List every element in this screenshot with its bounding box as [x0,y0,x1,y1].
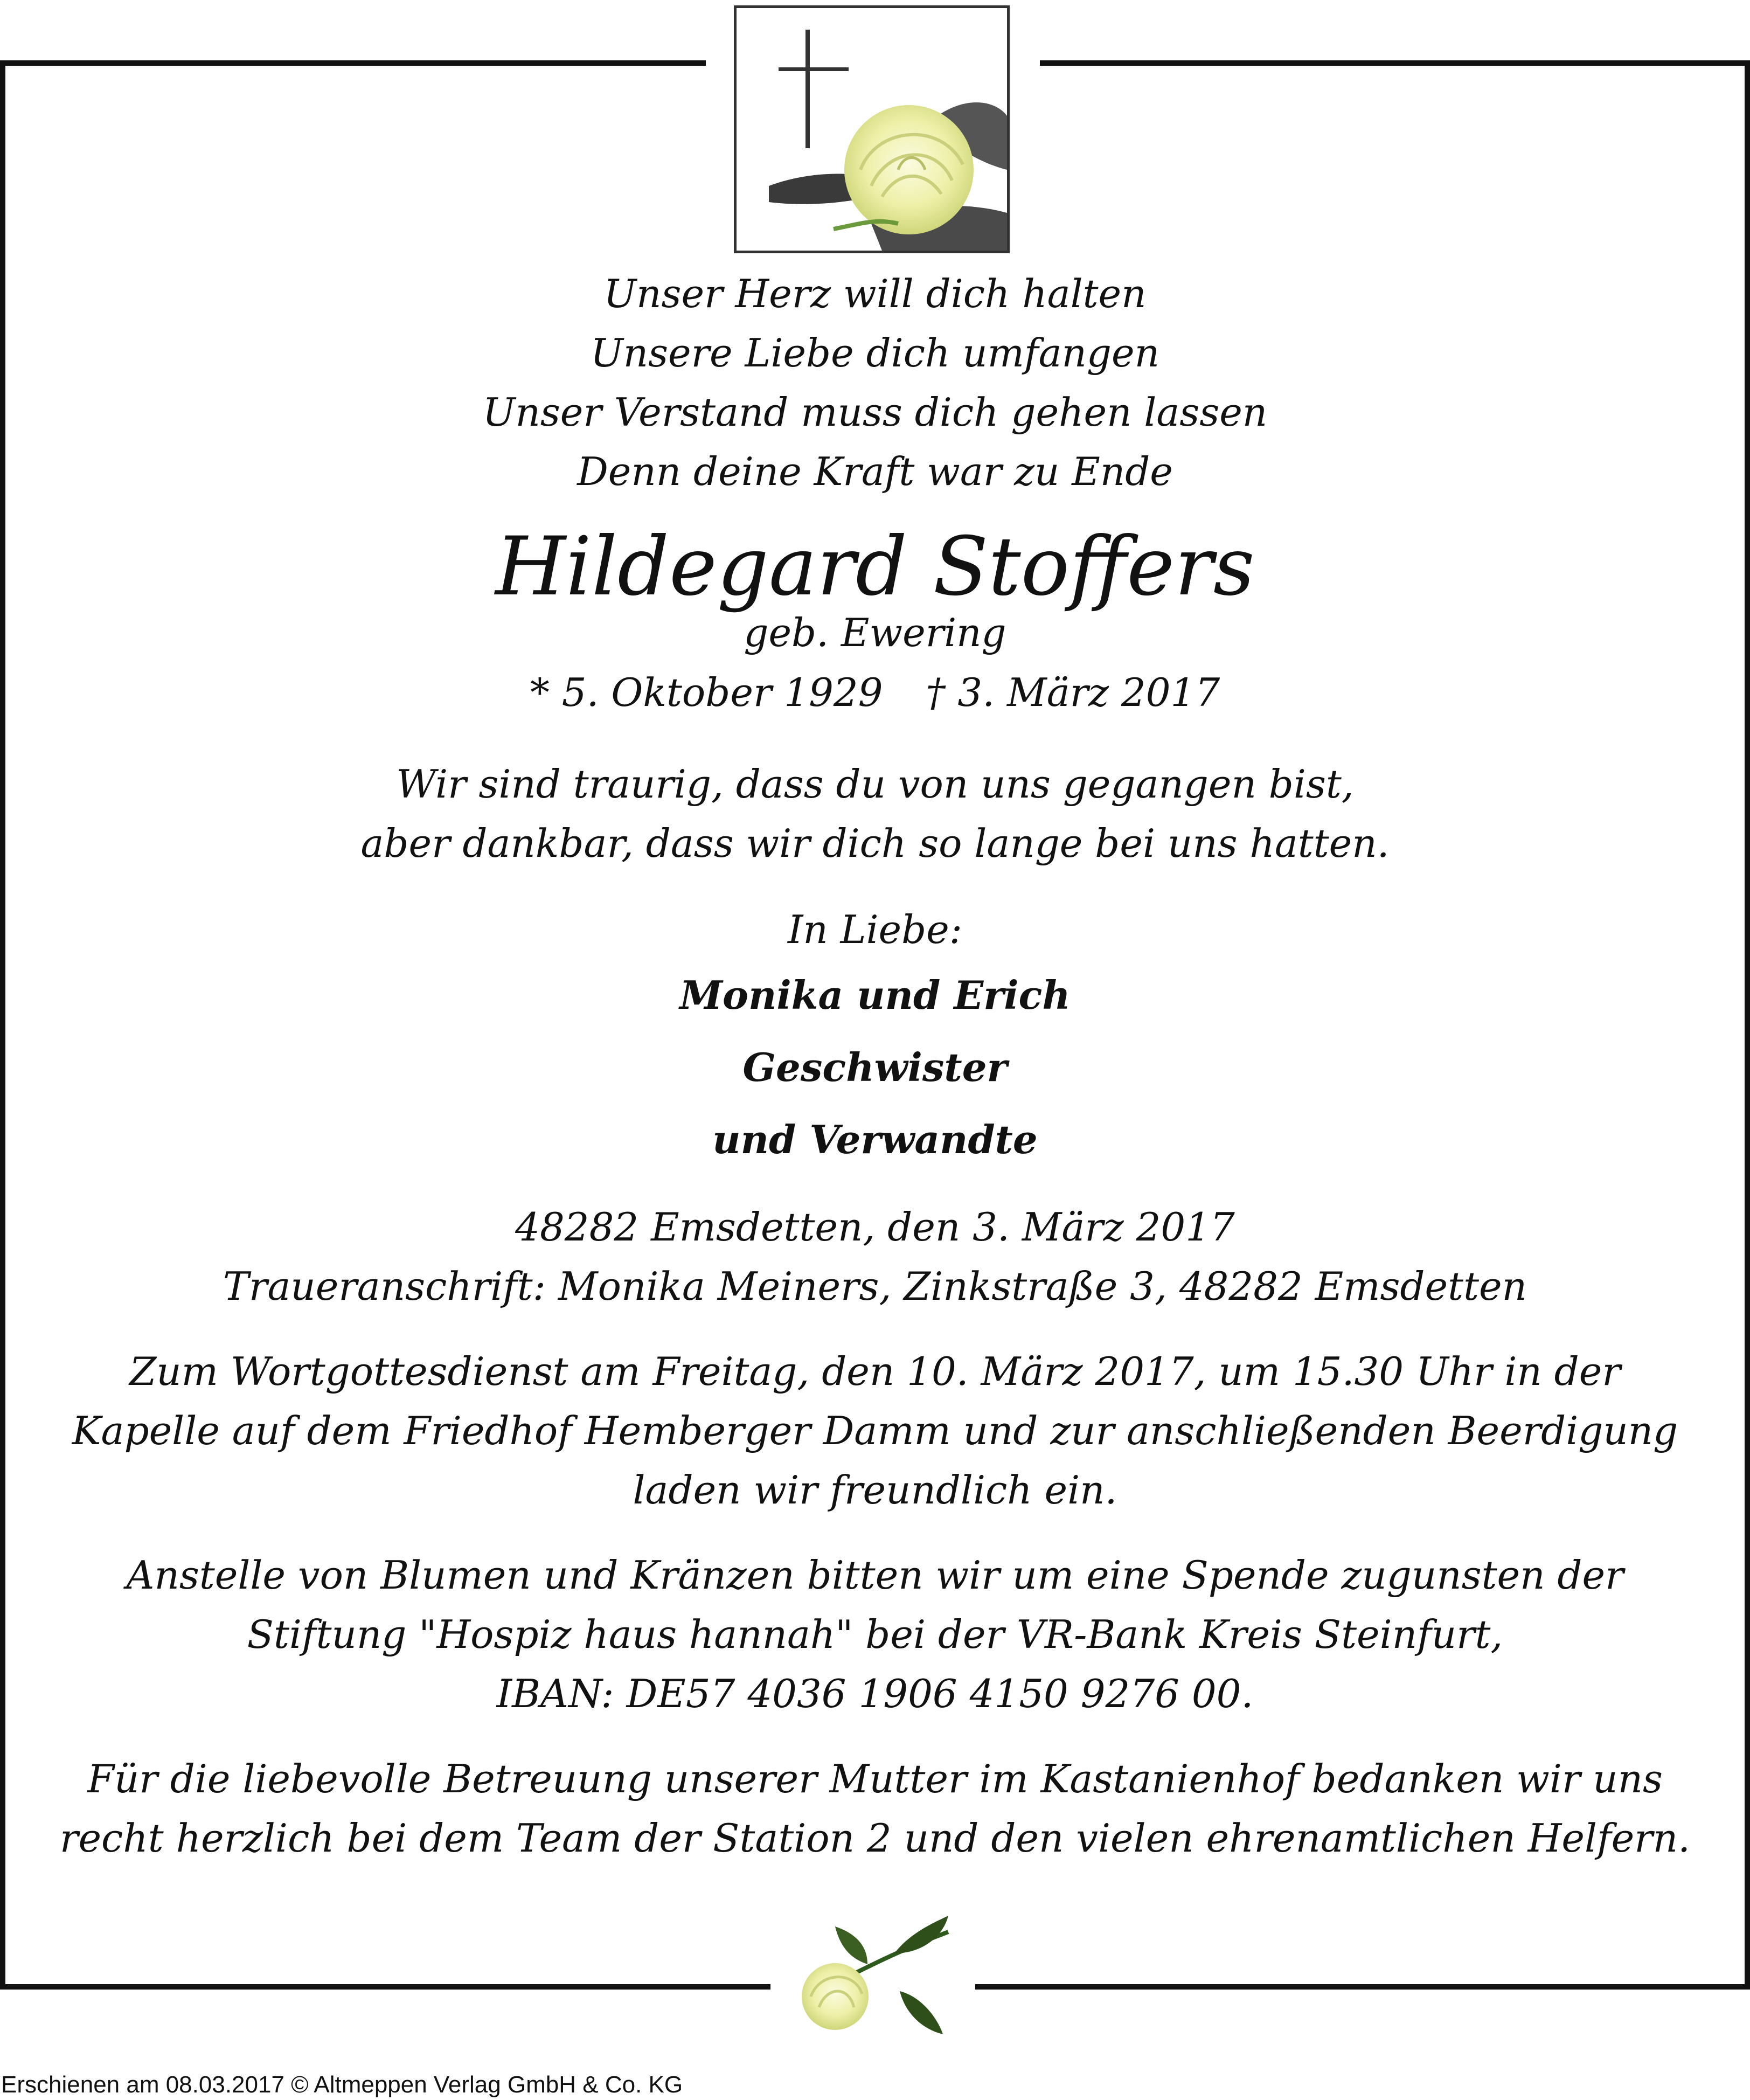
address-line: Traueranschrift: Monika Meiners, Zinkstraße 3, 48282 Emsdetten [223,1264,1527,1309]
poem-line: Unser Verstand muss dich gehen lassen [482,390,1268,435]
quote [32,754,1718,873]
publication-credit: Erschienen am 08.03.2017 © Altmeppen Verlag GmbH & Co. KG [1,2071,683,2098]
poem [32,264,1718,501]
frame-top-right-line [1040,60,1750,66]
maiden-name: geb. Ewering [744,610,1006,655]
donation-block [32,1545,1718,1723]
address-block [32,1197,1718,1316]
mourner-name: Geschwister [742,1044,1008,1090]
mourner-name: Monika und Erich [679,972,1071,1018]
cross-with-rose-icon [734,5,1010,253]
thanks-line: recht herzlich bei dem Team der Station 2 und den vielen ehrenamtlichen Helfern. [60,1815,1690,1861]
quote-line: Wir sind traurig, dass du von uns gegangen bist, [396,761,1354,807]
thanks-block [32,1749,1718,1868]
service-line: Kapelle auf dem Friedhof Hemberger Damm und zur anschließenden Beerdigung [72,1408,1678,1453]
rose-icon [787,1910,970,2040]
frame-top-left-line [0,60,706,66]
address-line: 48282 Emsdetten, den 3. März 2017 [515,1204,1235,1250]
obituary-content [32,264,1718,1868]
poem-line: Denn deine Kraft war zu Ende [577,449,1173,494]
poem-line: Unsere Liebe dich umfangen [591,330,1159,376]
quote-line: aber dankbar, dass wir dich so lange bei uns hatten. [360,821,1390,866]
mourners-list [32,959,1718,1176]
deceased-name: Hildegard Stoffers [495,520,1255,614]
donation-line: Stiftung "Hospiz haus hannah" bei der VR-Bank Kreis Steinfurt, [247,1612,1503,1657]
poem-line: Unser Herz will dich halten [603,271,1147,316]
life-dates [32,663,1718,722]
death-date: † 3. März 2017 [926,670,1220,715]
frame-bottom-left-line [0,1984,770,1990]
frame-left-line [0,60,5,1990]
service-line: Zum Wortgottesdienst am Freitag, den 10. März 2017, um 15.30 Uhr in der [129,1349,1621,1394]
donation-line: Anstelle von Blumen und Kränzen bitten wir um eine Spende zugunsten der [126,1553,1624,1598]
mourner-name: und Verwandte [712,1117,1038,1162]
birth-date: * 5. Oktober 1929 [530,670,883,715]
thanks-line: Für die liebevolle Betreuung unserer Mutter im Kastanienhof bedanken wir uns [87,1756,1663,1801]
mourners-intro: In Liebe: [787,907,963,952]
donation-line: IBAN: DE57 4036 1906 4150 9276 00. [496,1671,1254,1716]
service-line: laden wir freundlich ein. [633,1467,1117,1513]
frame-bottom-right-line [975,1984,1750,1990]
service-block [32,1342,1718,1520]
frame-right-line [1745,60,1750,1990]
